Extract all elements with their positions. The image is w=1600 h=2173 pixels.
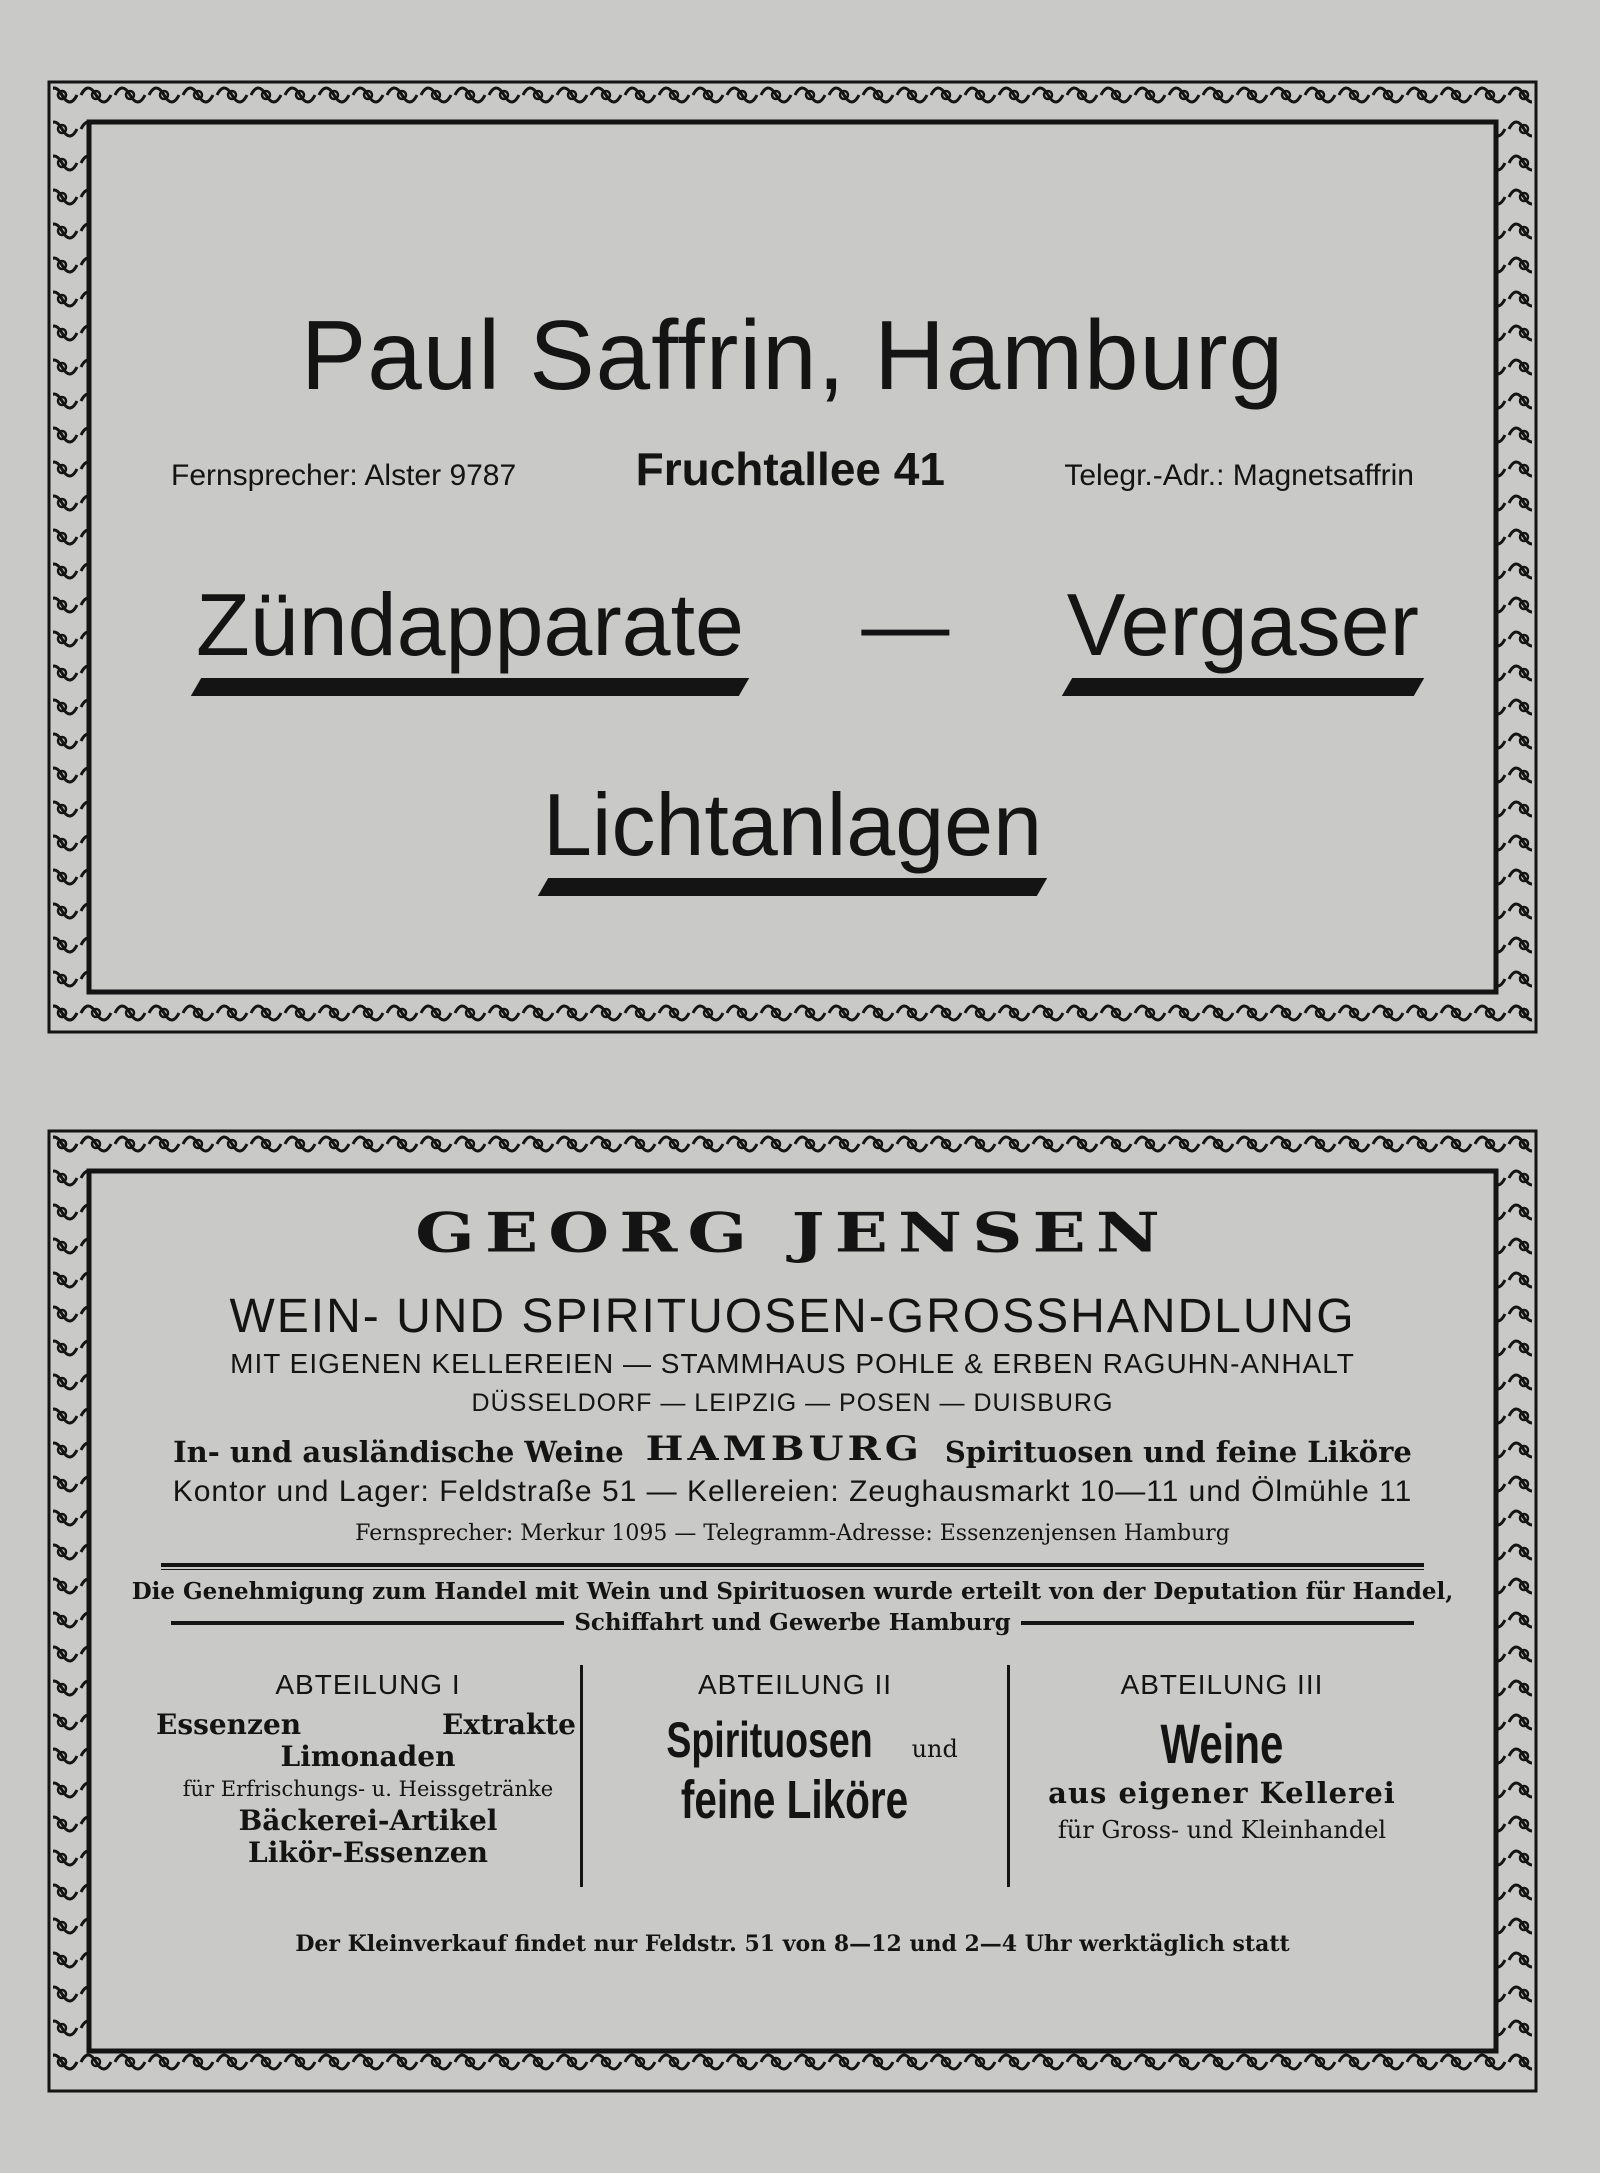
company-title: GEORG JENSEN bbox=[415, 1200, 1170, 1265]
liqueur-essences-label: Likör-Essenzen bbox=[248, 1836, 488, 1869]
trade-label: für Gross- und Kleinhandel bbox=[1057, 1816, 1387, 1844]
products-city-line bbox=[91, 1425, 1494, 1472]
department-1-items bbox=[156, 1709, 580, 1869]
spirits-label: Spirituosen bbox=[666, 1712, 873, 1768]
city-label: HAMBURG bbox=[645, 1428, 923, 1469]
department-2 bbox=[580, 1665, 1007, 1887]
branches-line: DÜSSELDORF — LEIPZIG — POSEN — DUISBURG bbox=[471, 1389, 1114, 1417]
product-carburetor bbox=[1067, 574, 1419, 696]
conjunction-label: und bbox=[911, 1735, 958, 1763]
permit-line-2-row bbox=[161, 1609, 1424, 1636]
jensen-content bbox=[91, 1173, 1494, 2049]
cellars-line: MIT EIGENEN KELLEREIEN — STAMMHAUS POHLE & ERBEN RAGUHN-ANHALT bbox=[230, 1348, 1355, 1379]
divider-rule bbox=[161, 1563, 1424, 1567]
phone-telegram-line: Fernsprecher: Merkur 1095 — Telegramm-Adresse: Essenzenjensen Hamburg bbox=[355, 1521, 1230, 1546]
liqueurs-label: feine Liköre bbox=[681, 1770, 909, 1830]
product-ignition bbox=[196, 574, 744, 696]
lemonades-label: Limonaden bbox=[280, 1740, 456, 1773]
underline-bar bbox=[1062, 678, 1425, 696]
jensen-advert bbox=[45, 1127, 1540, 2095]
phone-number: Fernsprecher: Alster 9787 bbox=[171, 459, 517, 492]
wines-label: Weine bbox=[1160, 1712, 1284, 1775]
product-lighting-row bbox=[91, 774, 1494, 896]
department-1-heading: ABTEILUNG I bbox=[275, 1669, 461, 1700]
street-address: Fruchtallee 41 bbox=[635, 443, 945, 495]
product-row bbox=[196, 574, 1419, 696]
permit-rule-right bbox=[1021, 1621, 1414, 1625]
departments bbox=[156, 1665, 1434, 1887]
product-ignition-label: Zündapparate bbox=[196, 575, 744, 674]
own-cellar-label: aus eigener Kellerei bbox=[1048, 1776, 1396, 1810]
product-lighting-label: Lichtanlagen bbox=[542, 775, 1043, 874]
spirits-label: Spirituosen und feine Liköre bbox=[944, 1435, 1412, 1469]
underline-bar bbox=[191, 678, 749, 696]
permit-line-1: Die Genehmigung zum Handel mit Wein und Spirituosen wurde erteilt von der Deputation für Handel, bbox=[131, 1578, 1454, 1605]
company-title: Paul Saffrin, Hamburg bbox=[300, 300, 1285, 410]
extracts-label: Extrakte bbox=[441, 1708, 576, 1741]
contact-row bbox=[171, 442, 1414, 496]
bakery-label: Bäckerei-Artikel bbox=[238, 1804, 498, 1837]
permit-line-2: Schiffahrt und Gewerbe Hamburg bbox=[574, 1609, 1011, 1636]
essences-label: Essenzen bbox=[156, 1708, 302, 1741]
divider-rule-thin bbox=[161, 1569, 1424, 1570]
saffrin-content bbox=[91, 124, 1494, 990]
department-3-heading: ABTEILUNG III bbox=[1120, 1669, 1324, 1700]
essences-row bbox=[156, 1709, 580, 1741]
drinks-label: für Erfrischungs- u. Heissgetränke bbox=[182, 1777, 554, 1801]
department-1 bbox=[156, 1665, 580, 1887]
separator-dash: — bbox=[861, 575, 950, 674]
product-lighting bbox=[543, 774, 1042, 896]
wines-label: In- und ausländische Weine bbox=[173, 1435, 624, 1469]
department-3 bbox=[1007, 1665, 1434, 1887]
telegraph-address: Telegr.-Adr.: Magnetsaffrin bbox=[1064, 459, 1414, 492]
business-subtitle: WEIN- UND SPIRITUOSEN-GROSSHANDLUNG bbox=[229, 1290, 1356, 1343]
product-carburetor-label: Vergaser bbox=[1066, 575, 1419, 674]
spirits-row bbox=[583, 1701, 1007, 1769]
retail-hours-line: Der Kleinverkauf findet nur Feldstr. 51 von 8—12 und 2—4 Uhr werktäglich statt bbox=[295, 1931, 1290, 1957]
permit-rule-left bbox=[171, 1621, 564, 1625]
underline-bar bbox=[538, 878, 1047, 896]
department-2-heading: ABTEILUNG II bbox=[697, 1669, 893, 1700]
saffrin-advert bbox=[45, 78, 1540, 1036]
office-address-line: Kontor und Lager: Feldstraße 51 — Kellereien: Zeughausmarkt 10—11 und Ölmühle 11 bbox=[172, 1475, 1413, 1508]
